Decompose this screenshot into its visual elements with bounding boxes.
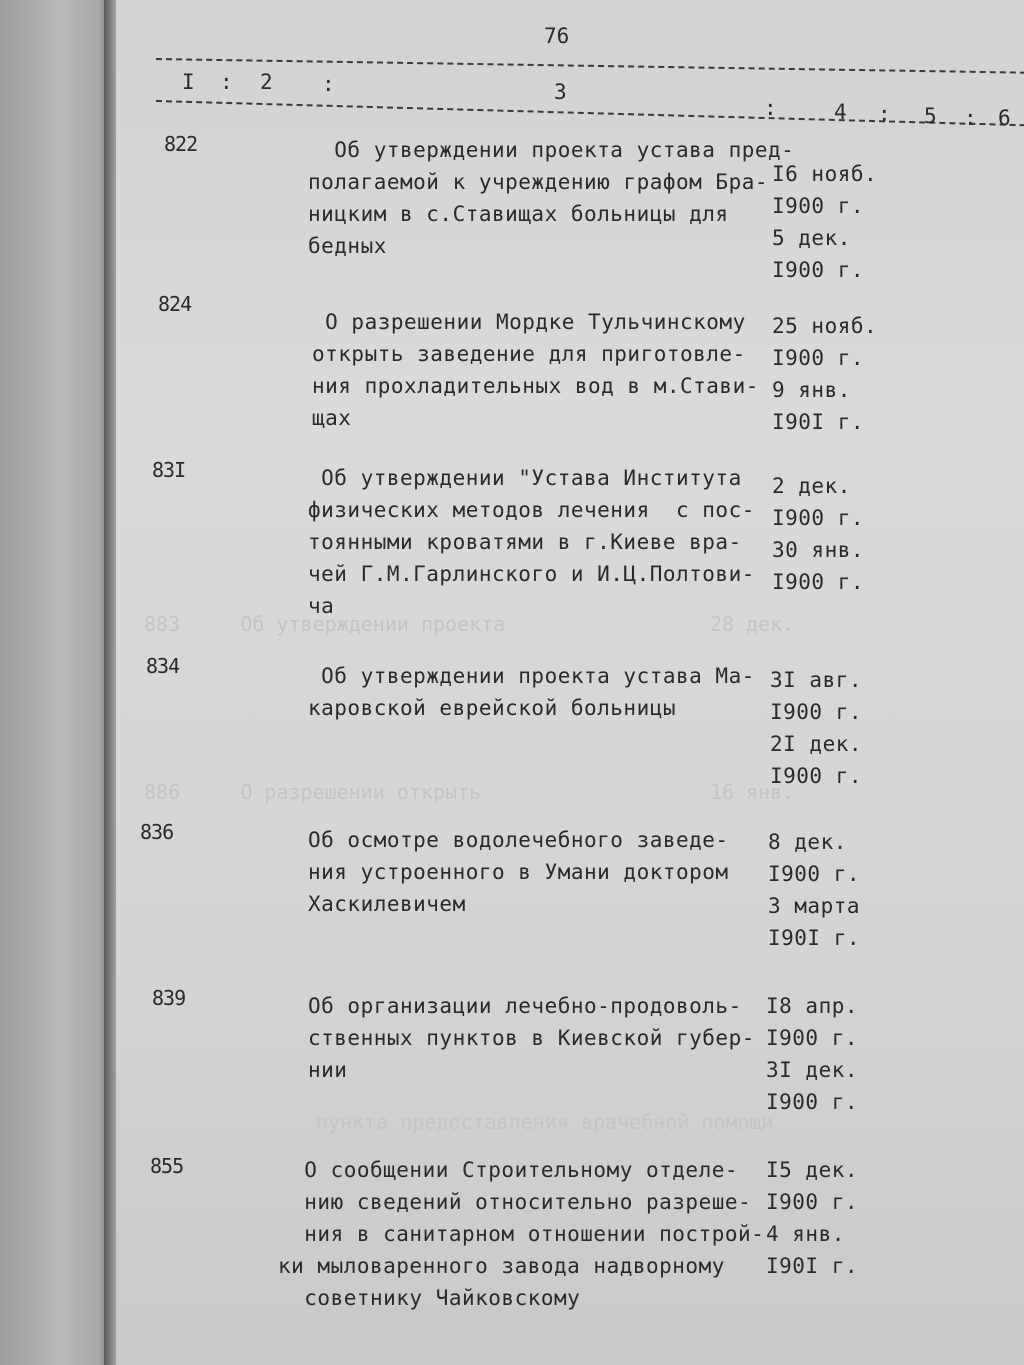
entry-title: Об утверждении "Устава Института физических методов лечения с пос- тоянными кроватями в г.Киеве вра- чей Г.М.Гарлинского и И.Ц.Полтови- ча <box>308 466 755 618</box>
header-rule-bottom <box>156 100 1024 126</box>
column-separator: : <box>878 102 891 126</box>
document-page <box>116 0 1024 1365</box>
entry-number: 836 <box>140 820 174 844</box>
entry-number: 83I <box>152 458 186 482</box>
entry-dates: I5 дек. I900 г. 4 янв. I90I г. <box>766 1158 859 1278</box>
entry-title: Об утверждении проекта устава пред- полагаемой к учреждению графом Бра- ницким в с.Ставищах больницы для бедных <box>308 138 795 258</box>
entry-number: 839 <box>152 986 186 1010</box>
entry-title: О сообщении Строительному отделе- нию сведений относительно разреше- ния в санитарном отношении построй- ки мыловаренного завода надворному советнику Чайковскому <box>278 1158 765 1310</box>
column-head-3: 3 <box>554 80 567 104</box>
left-page-edge <box>0 0 112 1365</box>
entry-dates: I8 апр. I900 г. 3I дек. I900 г. <box>766 994 859 1114</box>
entry-dates: 25 нояб. I900 г. 9 янв. I90I г. <box>772 314 878 434</box>
column-separator: : <box>764 96 777 120</box>
entry-number: 855 <box>150 1154 184 1178</box>
column-separator: : <box>322 72 335 96</box>
column-head-1: I <box>182 70 195 94</box>
column-separator: : <box>964 106 977 130</box>
entry-number: 834 <box>146 654 180 678</box>
entry-title: О разрешении Мордке Тульчинскому открыть заведение для приготовле- ния прохладительных вод в м.Стави- щах <box>312 310 759 430</box>
entry-title: Об осмотре водолечебного заведе- ния устроенного в Умани доктором Хаскилевичем <box>308 828 729 916</box>
column-head-6: 6 <box>998 106 1011 130</box>
bleed-through-text: пункта предоставления врачебной помощи <box>316 1110 774 1134</box>
column-head-5: 5 <box>924 104 937 128</box>
page-number: 76 <box>544 24 570 48</box>
entry-number: 822 <box>164 132 198 156</box>
entry-dates: 8 дек. I900 г. 3 марта I90I г. <box>768 830 861 950</box>
entry-number: 824 <box>158 292 192 316</box>
entry-title: Об утверждении проекта устава Ма- каровской еврейской больницы <box>308 664 755 720</box>
entry-dates: 2 дек. I900 г. 30 янв. I900 г. <box>772 474 865 594</box>
column-head-4: 4 <box>834 100 847 124</box>
column-separator: : <box>220 70 233 94</box>
column-head-2: 2 <box>260 70 273 94</box>
entry-dates: I6 нояб. I900 г. 5 дек. I900 г. <box>772 162 878 282</box>
bleed-through-text: 883 Об утверждении проекта 28 дек. <box>144 612 795 636</box>
entry-title: Об организации лечебно-продоволь- ственных пунктов в Киевской губер- нии <box>308 994 755 1082</box>
header-rule-top <box>156 58 1024 74</box>
bleed-through-text: 886 О разрешении открыть 16 янв. <box>144 780 795 804</box>
entry-dates: 3I авг. I900 г. 2I дек. I900 г. <box>770 668 863 788</box>
